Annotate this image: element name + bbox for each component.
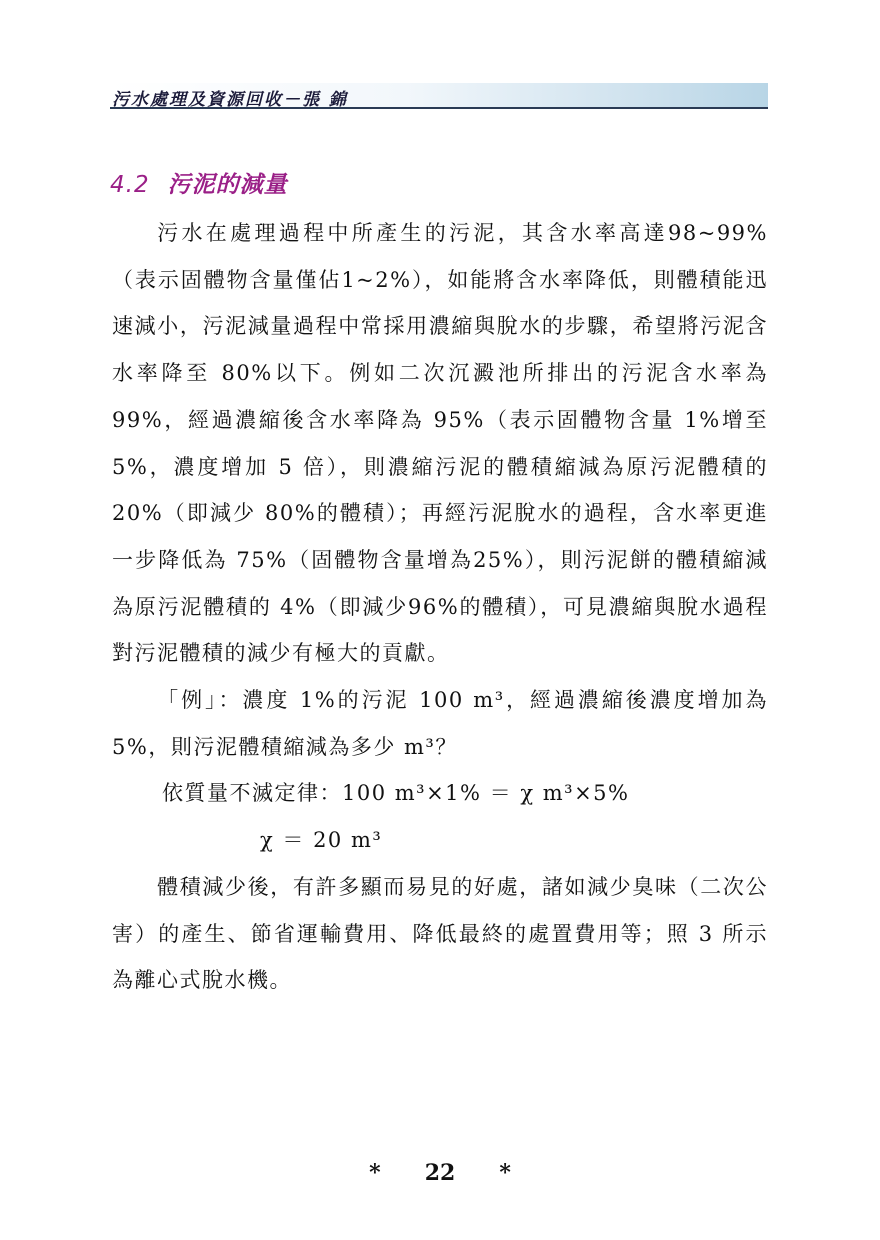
paragraph-intro: 污水在處理過程中所產生的污泥，其含水率高達98~99%（表示固體物含量僅佔1~2%），如能將含水率降低，則體積能迅速減小，污泥減量過程中常採用濃縮與脫水的步驟，希望將污泥含水率降至 80%以下。例如二次沉澱池所排出的污泥含水率為 99%，經過濃縮後含水率降為 95%（表示固體物含量 1%增至 5%，濃度增加 5 倍），則濃縮污泥的體積縮減為原污泥體積的 20%（即減少 80%的體積）；再經污泥脫水的過程，含水率更進一步降低為 75%（固體物含量增為25%），則污泥餅的體積縮減為原污泥體積的 4%（即減少96%的體積），可見濃縮與脫水過程對污泥體積的減少有極大的貢獻。 [112,221,768,666]
section-number: 4.2 [110,172,150,198]
footer-asterisk-left: * [369,1160,381,1186]
footer-asterisk-right: * [499,1160,511,1186]
equation-result: χ ＝ 20 m³ [260,828,383,853]
paragraph-benefits: 體積減少後，有許多顯而易見的好處，諸如減少臭味（二次公害）的產生、節省運輸費用、降低最終的處置費用等；照 3 所示為離心式脫水機。 [112,874,768,993]
section-heading [110,166,288,199]
page-number: 22 [424,1160,456,1186]
page-footer [0,1160,880,1186]
body-text [112,210,768,1004]
section-title: 污泥的減量 [167,172,288,198]
paragraph-example: 「例」：濃度 1%的污泥 100 m³，經過濃縮後濃度增加為5%，則污泥體積縮減為多少 m³？ [112,688,768,759]
equation-mass-balance: 依質量不滅定律：100 m³×1% ＝ χ m³×5% [162,781,630,806]
running-header-title: 污水處理及資源回收－張 錦 [112,90,348,110]
